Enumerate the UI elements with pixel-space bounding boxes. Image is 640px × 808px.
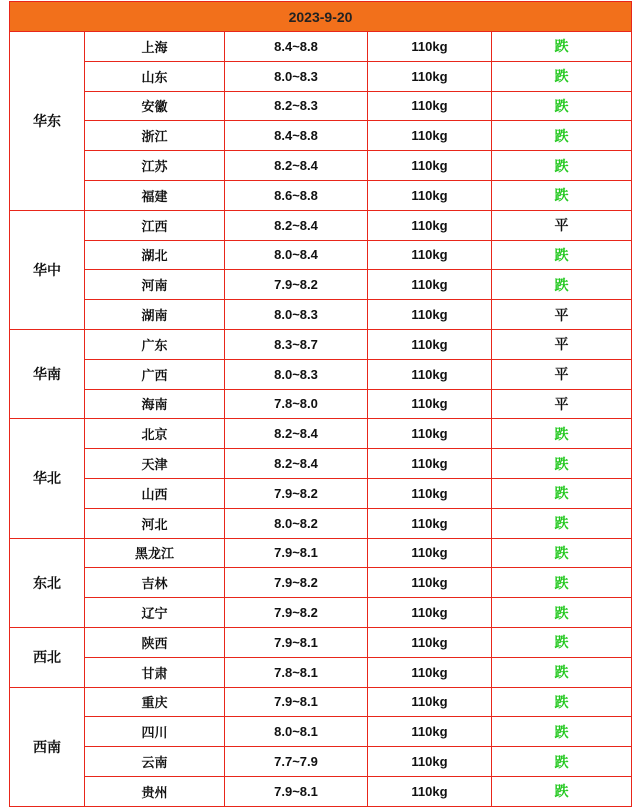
city-cell: 福建 [85, 180, 225, 210]
table-row [10, 478, 632, 508]
weight-cell: 110kg [368, 210, 492, 240]
weight-cell: 110kg [368, 598, 492, 628]
weight-cell: 110kg [368, 240, 492, 270]
weight-cell: 110kg [368, 419, 492, 449]
city-cell: 浙江 [85, 121, 225, 151]
price-cell: 8.6~8.8 [225, 180, 368, 210]
trend-cell: 跌 [492, 151, 632, 181]
table-row [10, 270, 632, 300]
weight-cell: 110kg [368, 270, 492, 300]
weight-cell: 110kg [368, 300, 492, 330]
trend-cell: 平 [492, 359, 632, 389]
region-cell: 东北 [10, 538, 85, 627]
city-cell: 重庆 [85, 687, 225, 717]
trend-cell: 跌 [492, 508, 632, 538]
table-row [10, 121, 632, 151]
weight-cell: 110kg [368, 329, 492, 359]
trend-cell: 跌 [492, 32, 632, 62]
trend-cell: 跌 [492, 478, 632, 508]
table-body [10, 32, 632, 807]
trend-cell: 平 [492, 389, 632, 419]
city-cell: 上海 [85, 32, 225, 62]
price-cell: 8.2~8.4 [225, 449, 368, 479]
weight-cell: 110kg [368, 568, 492, 598]
trend-cell: 平 [492, 329, 632, 359]
weight-cell: 110kg [368, 389, 492, 419]
city-cell: 甘肃 [85, 657, 225, 687]
trend-cell: 跌 [492, 121, 632, 151]
table-row [10, 61, 632, 91]
trend-cell: 跌 [492, 270, 632, 300]
table-row [10, 151, 632, 181]
trend-cell: 平 [492, 300, 632, 330]
weight-cell: 110kg [368, 687, 492, 717]
city-cell: 广西 [85, 359, 225, 389]
price-cell: 8.0~8.3 [225, 61, 368, 91]
trend-cell: 跌 [492, 240, 632, 270]
price-cell: 7.8~8.0 [225, 389, 368, 419]
table-row [10, 32, 632, 62]
weight-cell: 110kg [368, 121, 492, 151]
table-row [10, 776, 632, 806]
price-cell: 8.0~8.3 [225, 359, 368, 389]
price-cell: 7.7~7.9 [225, 747, 368, 777]
weight-cell: 110kg [368, 359, 492, 389]
price-cell: 7.9~8.1 [225, 627, 368, 657]
price-cell: 8.2~8.4 [225, 210, 368, 240]
trend-cell: 跌 [492, 61, 632, 91]
city-cell: 海南 [85, 389, 225, 419]
region-cell: 华北 [10, 419, 85, 538]
city-cell: 四川 [85, 717, 225, 747]
region-cell: 西北 [10, 627, 85, 687]
weight-cell: 110kg [368, 91, 492, 121]
price-cell: 8.0~8.2 [225, 508, 368, 538]
price-cell: 8.2~8.4 [225, 419, 368, 449]
city-cell: 江西 [85, 210, 225, 240]
price-cell: 7.9~8.1 [225, 687, 368, 717]
table-row [10, 687, 632, 717]
price-cell: 7.9~8.2 [225, 568, 368, 598]
date-header-row [10, 2, 632, 32]
trend-cell: 跌 [492, 627, 632, 657]
city-cell: 安徽 [85, 91, 225, 121]
price-cell: 8.0~8.3 [225, 300, 368, 330]
trend-cell: 跌 [492, 687, 632, 717]
price-cell: 7.9~8.2 [225, 270, 368, 300]
table-row [10, 508, 632, 538]
city-cell: 山西 [85, 478, 225, 508]
region-cell: 华南 [10, 329, 85, 418]
trend-cell: 跌 [492, 568, 632, 598]
weight-cell: 110kg [368, 449, 492, 479]
trend-cell: 跌 [492, 538, 632, 568]
table-row [10, 300, 632, 330]
trend-cell: 跌 [492, 449, 632, 479]
price-cell: 7.9~8.1 [225, 538, 368, 568]
trend-cell: 跌 [492, 747, 632, 777]
city-cell: 北京 [85, 419, 225, 449]
weight-cell: 110kg [368, 627, 492, 657]
table-row [10, 210, 632, 240]
table-row [10, 538, 632, 568]
price-table [9, 1, 632, 807]
trend-cell: 跌 [492, 91, 632, 121]
table-row [10, 568, 632, 598]
trend-cell: 跌 [492, 657, 632, 687]
table-row [10, 657, 632, 687]
city-cell: 湖南 [85, 300, 225, 330]
region-cell: 华东 [10, 32, 85, 211]
table-row [10, 598, 632, 628]
city-cell: 山东 [85, 61, 225, 91]
table-row [10, 240, 632, 270]
price-cell: 8.4~8.8 [225, 32, 368, 62]
weight-cell: 110kg [368, 717, 492, 747]
table-row [10, 389, 632, 419]
trend-cell: 平 [492, 210, 632, 240]
table-row [10, 627, 632, 657]
table-row [10, 449, 632, 479]
city-cell: 贵州 [85, 776, 225, 806]
weight-cell: 110kg [368, 61, 492, 91]
city-cell: 广东 [85, 329, 225, 359]
table-row [10, 91, 632, 121]
table-row [10, 419, 632, 449]
price-cell: 8.3~8.7 [225, 329, 368, 359]
weight-cell: 110kg [368, 151, 492, 181]
weight-cell: 110kg [368, 508, 492, 538]
table-row [10, 180, 632, 210]
trend-cell: 跌 [492, 419, 632, 449]
table-row [10, 747, 632, 777]
date-header: 2023-9-20 [10, 2, 632, 32]
price-table-container [9, 1, 631, 807]
price-cell: 7.9~8.2 [225, 478, 368, 508]
table-row [10, 329, 632, 359]
trend-cell: 跌 [492, 180, 632, 210]
price-cell: 7.9~8.1 [225, 776, 368, 806]
price-cell: 8.4~8.8 [225, 121, 368, 151]
price-cell: 7.9~8.2 [225, 598, 368, 628]
city-cell: 云南 [85, 747, 225, 777]
table-row [10, 359, 632, 389]
city-cell: 黑龙江 [85, 538, 225, 568]
region-cell: 华中 [10, 210, 85, 329]
region-cell: 西南 [10, 687, 85, 806]
weight-cell: 110kg [368, 478, 492, 508]
city-cell: 辽宁 [85, 598, 225, 628]
weight-cell: 110kg [368, 32, 492, 62]
table-row [10, 717, 632, 747]
city-cell: 河北 [85, 508, 225, 538]
trend-cell: 跌 [492, 776, 632, 806]
price-cell: 8.0~8.1 [225, 717, 368, 747]
price-cell: 7.8~8.1 [225, 657, 368, 687]
city-cell: 湖北 [85, 240, 225, 270]
city-cell: 江苏 [85, 151, 225, 181]
price-cell: 8.2~8.4 [225, 151, 368, 181]
city-cell: 陕西 [85, 627, 225, 657]
weight-cell: 110kg [368, 657, 492, 687]
trend-cell: 跌 [492, 717, 632, 747]
city-cell: 吉林 [85, 568, 225, 598]
price-cell: 8.2~8.3 [225, 91, 368, 121]
trend-cell: 跌 [492, 598, 632, 628]
city-cell: 河南 [85, 270, 225, 300]
weight-cell: 110kg [368, 747, 492, 777]
weight-cell: 110kg [368, 538, 492, 568]
price-cell: 8.0~8.4 [225, 240, 368, 270]
weight-cell: 110kg [368, 180, 492, 210]
city-cell: 天津 [85, 449, 225, 479]
weight-cell: 110kg [368, 776, 492, 806]
